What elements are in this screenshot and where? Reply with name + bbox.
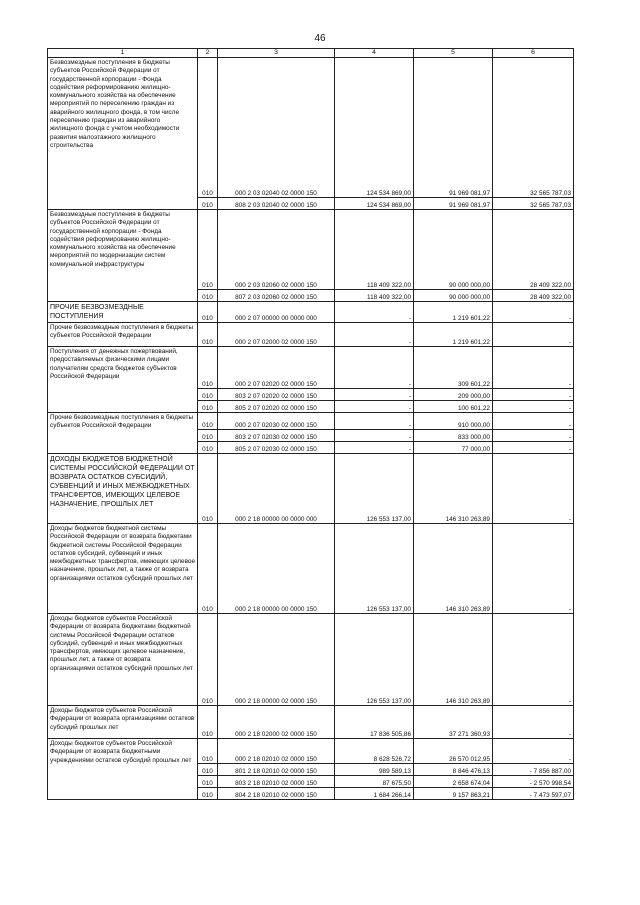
line-code-cell: 010 [198,198,218,210]
item-name-cell: Доходы бюджетов бюджетной системы Российской Федерации от возврата бюджетами бюджетной системы Российской Федерации остатков субсидий, субвенций и иных межбюджетных трансфертов, имеющих целевое назначение, прошлых лет, а также от возврата организациями остатков субсидий прошлых лет [48,524,198,614]
item-name-cell: Безвозмездные поступления в бюджеты субъектов Российской Федерации от государственной корпорации - Фонда содействия реформированию жилищно-коммунального хозяйства на обеспечение мероприятий по переселению граждан из аварийного жилищного фонда, в том числе переселению граждан из аварийного жилищного фонда с учетом необходимости развития малоэтажного жилищного строительства [48,58,198,210]
budget-code-cell: 807 2 03 02060 02 0000 150 [218,290,335,302]
budget-code-cell: 000 2 18 02010 02 0000 150 [218,739,335,764]
unexecuted-amount-cell: - [493,614,574,706]
approved-amount-cell: 118 409 322,00 [335,290,414,302]
budget-code-cell: 801 2 18 02010 02 0000 150 [218,764,335,776]
executed-amount-cell: 100 601,22 [414,401,493,413]
budget-code-cell: 803 2 07 02020 02 0000 150 [218,389,335,401]
approved-amount-cell: - [335,347,414,389]
column-header: 5 [414,49,493,58]
budget-code-cell: 000 2 07 00000 00 0000 000 [218,302,335,323]
unexecuted-amount-cell: - [493,706,574,739]
column-header: 4 [335,49,414,58]
column-header: 2 [198,49,218,58]
line-code-cell: 010 [198,706,218,739]
executed-amount-cell: 90 000 000,00 [414,210,493,290]
executed-amount-cell: 37 271 360,93 [414,706,493,739]
budget-code-cell: 000 2 07 02000 02 0000 150 [218,323,335,347]
unexecuted-amount-cell: - 2 570 998,54 [493,776,574,788]
unexecuted-amount-cell: 32 565 787,03 [493,58,574,198]
executed-amount-cell: 1 219 601,22 [414,302,493,323]
unexecuted-amount-cell: 28 409 322,00 [493,290,574,302]
approved-amount-cell: 126 553 137,00 [335,614,414,706]
unexecuted-amount-cell: 32 565 787,03 [493,198,574,210]
table-row [48,706,574,739]
budget-code-cell: 000 2 18 02000 02 0000 150 [218,706,335,739]
unexecuted-amount-cell: - [493,739,574,764]
item-name-cell: ПРОЧИЕ БЕЗВОЗМЕЗДНЫЕ ПОСТУПЛЕНИЯ [48,302,198,323]
budget-code-cell: 805 2 07 02030 02 0000 150 [218,442,335,454]
unexecuted-amount-cell: - [493,524,574,614]
budget-code-cell: 000 2 07 02020 02 0000 150 [218,347,335,389]
unexecuted-amount-cell: - [493,413,574,430]
item-name-cell: Прочие безвозмездные поступления в бюджеты субъектов Российской Федерации [48,323,198,347]
approved-amount-cell: - [335,401,414,413]
table-row [48,614,574,706]
line-code-cell: 010 [198,776,218,788]
table-row [48,454,574,524]
budget-code-cell: 808 2 03 02040 02 0000 150 [218,198,335,210]
line-code-cell: 010 [198,347,218,389]
executed-amount-cell: 146 310 263,89 [414,614,493,706]
approved-amount-cell: - [335,302,414,323]
line-code-cell: 010 [198,290,218,302]
approved-amount-cell: 124 534 869,00 [335,58,414,198]
budget-code-cell: 000 2 18 00000 00 0000 150 [218,524,335,614]
item-name-cell: Доходы бюджетов субъектов Российской Федерации от возврата бюджетными учреждениями остатков субсидий прошлых лет [48,739,198,800]
unexecuted-amount-cell: - [493,442,574,454]
line-code-cell: 010 [198,442,218,454]
budget-code-cell: 803 2 18 02010 02 0000 150 [218,776,335,788]
approved-amount-cell: - [335,442,414,454]
approved-amount-cell: 126 553 137,00 [335,524,414,614]
unexecuted-amount-cell: - [493,430,574,442]
column-header-row [48,49,574,58]
executed-amount-cell: 833 000,00 [414,430,493,442]
approved-amount-cell: - [335,430,414,442]
approved-amount-cell: - [335,389,414,401]
executed-amount-cell: 91 969 081,97 [414,58,493,198]
unexecuted-amount-cell: - [493,389,574,401]
item-name-cell: Доходы бюджетов субъектов Российской Федерации от возврата организациями остатков субсидий прошлых лет [48,706,198,739]
budget-code-cell: 000 2 07 02030 02 0000 150 [218,413,335,430]
table-body [48,49,574,800]
executed-amount-cell: 77 000,00 [414,442,493,454]
budget-code-cell: 803 2 07 02030 02 0000 150 [218,430,335,442]
column-header: 6 [493,49,574,58]
executed-amount-cell: 26 570 012,95 [414,739,493,764]
approved-amount-cell: 124 534 869,00 [335,198,414,210]
line-code-cell: 010 [198,454,218,524]
executed-amount-cell: 2 658 674,04 [414,776,493,788]
line-code-cell: 010 [198,401,218,413]
line-code-cell: 010 [198,739,218,764]
executed-amount-cell: 90 000 000,00 [414,290,493,302]
unexecuted-amount-cell: 28 409 322,00 [493,210,574,290]
approved-amount-cell: 989 589,13 [335,764,414,776]
approved-amount-cell: - [335,323,414,347]
table-row [48,739,574,764]
item-name-cell: Безвозмездные поступления в бюджеты субъектов Российской Федерации от государственной корпорации - Фонда содействия реформированию жилищно-коммунального хозяйства на обеспечение мероприятий по модернизации систем коммунальной инфраструктуры [48,210,198,302]
item-name-cell: Поступления от денежных пожертвований, предоставляемых физическими лицами получателям средств бюджетов субъектов Российской Федерации [48,347,198,413]
table-row [48,210,574,290]
page-number: 46 [314,33,326,44]
budget-code-cell: 000 2 18 00000 00 0000 000 [218,454,335,524]
executed-amount-cell: 309 601,22 [414,347,493,389]
approved-amount-cell: 8 628 526,72 [335,739,414,764]
line-code-cell: 010 [198,524,218,614]
line-code-cell: 010 [198,389,218,401]
approved-amount-cell: 118 409 322,00 [335,210,414,290]
approved-amount-cell: 87 675,50 [335,776,414,788]
table-row [48,58,574,198]
unexecuted-amount-cell: - [493,302,574,323]
executed-amount-cell: 146 310 263,89 [414,524,493,614]
line-code-cell: 010 [198,764,218,776]
column-header: 1 [48,49,198,58]
table-row [48,347,574,389]
table-row [48,413,574,430]
line-code-cell: 010 [198,413,218,430]
table-row [48,302,574,323]
executed-amount-cell: 209 000,00 [414,389,493,401]
unexecuted-amount-cell: - [493,347,574,389]
executed-amount-cell: 8 846 476,13 [414,764,493,776]
unexecuted-amount-cell: - 7 856 887,00 [493,764,574,776]
line-code-cell: 010 [198,788,218,800]
item-name-cell: ДОХОДЫ БЮДЖЕТОВ БЮДЖЕТНОЙ СИСТЕМЫ РОССИЙСКОЙ ФЕДЕРАЦИИ ОТ ВОЗВРАТА ОСТАТКОВ СУБСИДИЙ, СУБВЕНЦИЙ И ИНЫХ МЕЖБЮДЖЕТНЫХ ТРАНСФЕРТОВ, ИМЕЮЩИХ ЦЕЛЕВОЕ НАЗНАЧЕНИЕ, ПРОШЛЫХ ЛЕТ [48,454,198,524]
table-row [48,524,574,614]
item-name-cell: Доходы бюджетов субъектов Российской Федерации от возврата бюджетами бюджетной системы Российской Федерации остатков субсидий, субвенций и иных межбюджетных трансфертов, имеющих целевое назначение, прошлых лет, а также от возврата организациями остатков субсидий прошлых лет [48,614,198,706]
line-code-cell: 010 [198,430,218,442]
column-header: 3 [218,49,335,58]
executed-amount-cell: 9 157 863,21 [414,788,493,800]
executed-amount-cell: 1 219 601,22 [414,323,493,347]
approved-amount-cell: 1 684 266,14 [335,788,414,800]
line-code-cell: 010 [198,614,218,706]
executed-amount-cell: 910 000,00 [414,413,493,430]
income-table [47,48,574,800]
budget-code-cell: 000 2 03 02040 02 0000 150 [218,58,335,198]
unexecuted-amount-cell: - 7 473 597,07 [493,788,574,800]
approved-amount-cell: 126 553 137,00 [335,454,414,524]
budget-code-cell: 805 2 07 02020 02 0000 150 [218,401,335,413]
budget-code-cell: 804 2 18 02010 02 0000 150 [218,788,335,800]
line-code-cell: 010 [198,58,218,198]
approved-amount-cell: - [335,413,414,430]
executed-amount-cell: 146 310 263,89 [414,454,493,524]
unexecuted-amount-cell: - [493,401,574,413]
unexecuted-amount-cell: - [493,323,574,347]
approved-amount-cell: 17 836 505,86 [335,706,414,739]
line-code-cell: 010 [198,302,218,323]
item-name-cell: Прочие безвозмездные поступления в бюджеты субъектов Российской Федерации [48,413,198,454]
budget-code-cell: 000 2 03 02060 02 0000 150 [218,210,335,290]
line-code-cell: 010 [198,210,218,290]
unexecuted-amount-cell: - [493,454,574,524]
executed-amount-cell: 91 969 081,97 [414,198,493,210]
budget-code-cell: 000 2 18 00000 02 0000 150 [218,614,335,706]
line-code-cell: 010 [198,323,218,347]
table-row [48,323,574,347]
